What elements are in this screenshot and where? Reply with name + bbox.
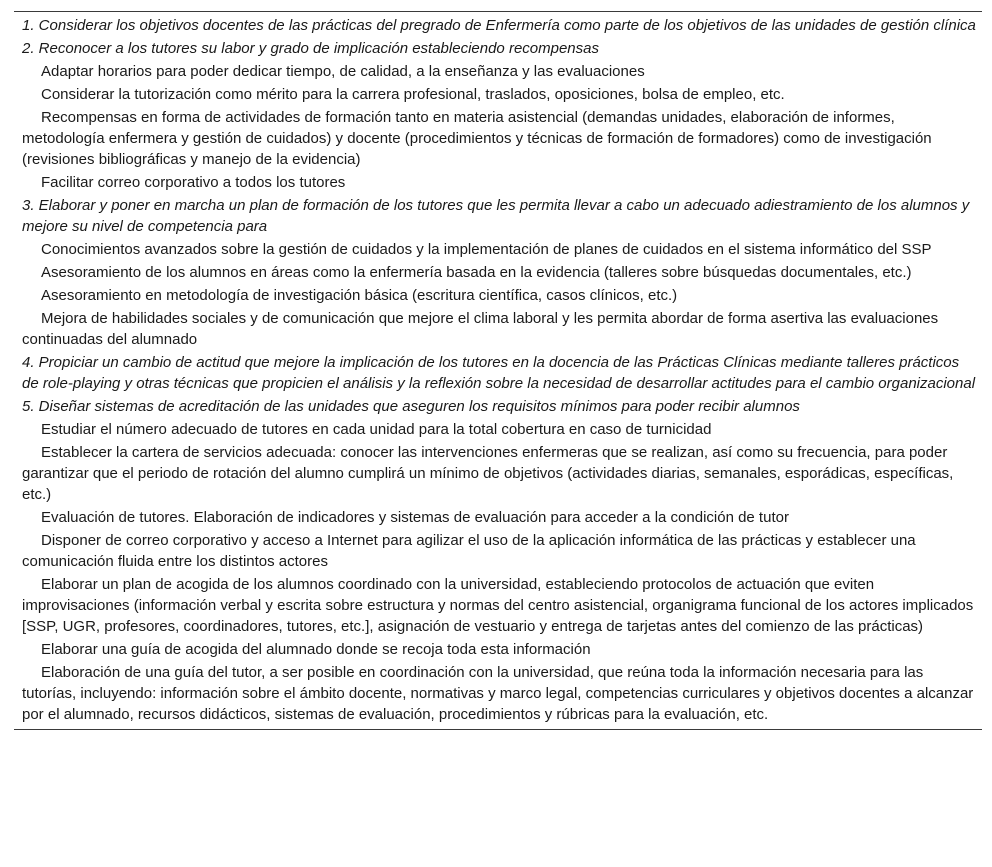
measures-table bbox=[14, 11, 982, 730]
table-row-item: Considerar la tutorización como mérito para la carrera profesional, traslados, oposiciones, bolsa de empleo, etc. bbox=[41, 86, 785, 103]
table-row-item: Mejora de habilidades sociales y de comunicación que mejore el clima laboral y les permita abordar de forma asertiva las evaluaciones continuadas del alumnado bbox=[22, 310, 939, 348]
table-row-heading-5: 5. Diseñar sistemas de acreditación de las unidades que aseguren los requisitos mínimos para poder recibir alumnos bbox=[22, 398, 800, 415]
table-row-item: Conocimientos avanzados sobre la gestión de cuidados y la implementación de planes de cuidados en el sistema informático del SSP bbox=[41, 241, 932, 258]
table-row-item: Recompensas en forma de actividades de formación tanto en materia asistencial (demandas unidades, elaboración de informes, metodología enfermera y gestión de cuidados) y docente (procedimientos y técnicas de formación de formadores) como de investigación (revisiones bibliográficas y manejo de la evidencia) bbox=[22, 109, 932, 168]
table-row-heading-4: 4. Propiciar un cambio de actitud que mejore la implicación de los tutores en la docencia de las Prácticas Clínicas mediante talleres prácticos de role-playing y otras técnicas que propicien el análisis y la reflexión sobre la necesidad de desarrollar actitudes para el cambio organizacional bbox=[22, 354, 976, 392]
table-row-item: Asesoramiento de los alumnos en áreas como la enfermería basada en la evidencia (talleres sobre búsquedas documentales, etc.) bbox=[41, 264, 912, 281]
table-row-item: Elaboración de una guía del tutor, a ser posible en coordinación con la universidad, que reúna toda la información necesaria para las tutorías, incluyendo: información sobre el ámbito docente, normativas y marco legal, competencias curriculares y objetivos docentes a alcanzar por el alumnado, recursos didácticos, sistemas de evaluación, procedimientos y rúbricas para la evaluación, etc. bbox=[22, 664, 974, 723]
table-row-item: Asesoramiento en metodología de investigación básica (escritura científica, casos clínicos, etc.) bbox=[41, 287, 678, 304]
table-row-item: Evaluación de tutores. Elaboración de indicadores y sistemas de evaluación para acceder a la condición de tutor bbox=[41, 509, 789, 526]
table-row-item: Adaptar horarios para poder dedicar tiempo, de calidad, a la enseñanza y las evaluaciones bbox=[41, 63, 645, 80]
table-row-item: Elaborar un plan de acogida de los alumnos coordinado con la universidad, estableciendo protocolos de actuación que eviten improvisaciones (información verbal y escrita sobre estructura y normas del centro asistencial, organigrama funcional de los actores implicados [SSP, UGR, profesores, coordinadores, tutores, etc.], asignación de vestuario y entrega de tarjetas antes del comienzo de las prácticas) bbox=[22, 576, 974, 635]
table-row-item: Facilitar correo corporativo a todos los tutores bbox=[41, 174, 346, 191]
table-row-heading-1: 1. Considerar los objetivos docentes de las prácticas del pregrado de Enfermería como parte de los objetivos de las unidades de gestión clínica bbox=[22, 17, 976, 34]
table-row-item: Estudiar el número adecuado de tutores en cada unidad para la total cobertura en caso de turnicidad bbox=[41, 421, 712, 438]
table-row-heading-3: 3. Elaborar y poner en marcha un plan de formación de los tutores que les permita llevar a cabo un adecuado adiestramiento de los alumnos y mejore su nivel de competencia para bbox=[22, 197, 970, 235]
table-row-heading-2: 2. Reconocer a los tutores su labor y grado de implicación estableciendo recompensas bbox=[22, 40, 599, 57]
table-row-item: Disponer de correo corporativo y acceso a Internet para agilizar el uso de la aplicación informática de las prácticas y establecer una comunicación fluida entre los distintos actores bbox=[22, 532, 916, 570]
table-row-item: Elaborar una guía de acogida del alumnado donde se recoja toda esta información bbox=[41, 641, 591, 658]
table-row-item: Establecer la cartera de servicios adecuada: conocer las intervenciones enfermeras que se realizan, así como su frecuencia, para poder garantizar que el periodo de rotación del alumno cumplirá un mínimo de objetivos (actividades diarias, semanales, esporádicas, específicas, etc.) bbox=[22, 444, 954, 503]
